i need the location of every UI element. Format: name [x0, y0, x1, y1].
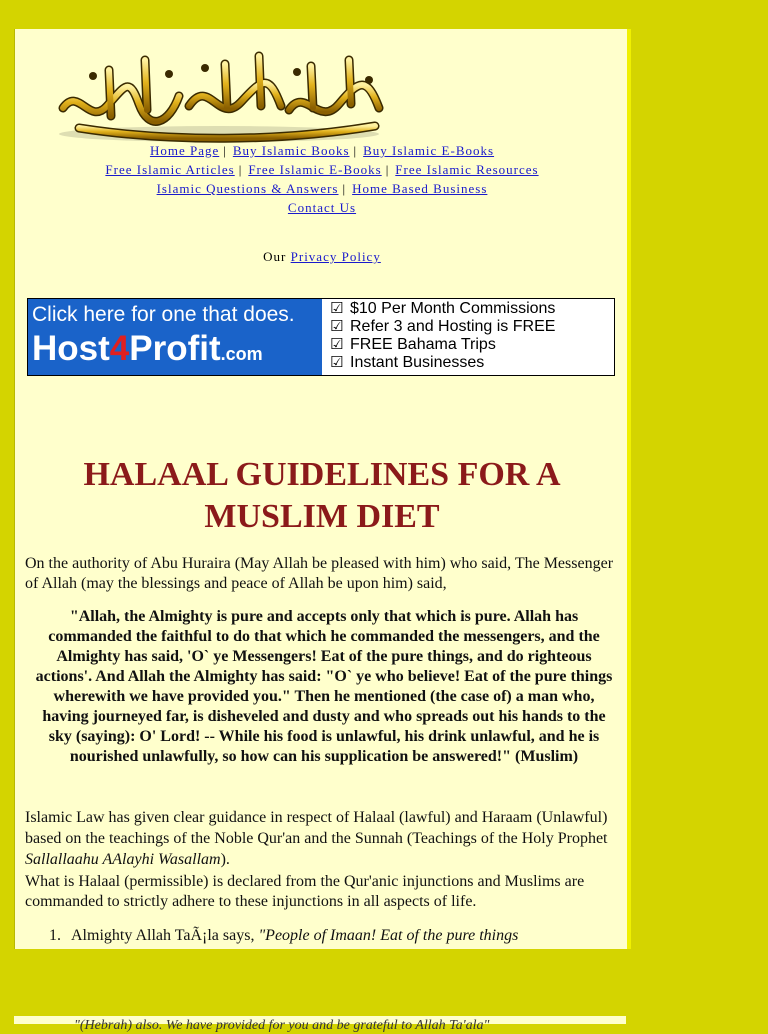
brand-dotcom: .com	[220, 344, 263, 364]
islamic-law-paragraph	[25, 807, 619, 870]
nav-link-buy-books[interactable]: Buy Islamic Books	[232, 143, 350, 158]
list-quote: "People of Imaan! Eat of the pure things	[258, 927, 519, 944]
nav-link-contact[interactable]: Contact Us	[287, 200, 357, 215]
brand-four: 4	[109, 329, 130, 368]
site-navigation	[25, 141, 619, 217]
nav-row-4	[25, 198, 619, 217]
page-title-line-1: HALAAL GUIDELINES FOR A	[83, 456, 561, 493]
nav-separator: |	[238, 162, 243, 177]
privacy-prefix: Our	[263, 249, 287, 264]
banner-feature-list	[328, 300, 612, 372]
page-title-line-2: MUSLIM DIET	[204, 498, 440, 535]
continuation-text: "(Hebrah) also. We have provided for you and be grateful to Allah Ta'ala"	[74, 1018, 490, 1033]
nav-link-home[interactable]: Home Page	[149, 143, 220, 158]
host4profit-banner-ad[interactable]	[27, 298, 615, 376]
nav-separator: |	[342, 181, 347, 196]
nav-link-free-resources[interactable]: Free Islamic Resources	[395, 162, 539, 177]
banner-feature-item: ☑ Instant Businesses	[328, 354, 612, 372]
privacy-line	[25, 249, 619, 265]
banner-feature-item: ☑ FREE Bahama Trips	[328, 336, 612, 354]
hadith-quote: "Allah, the Almighty is pure and accepts only that which is pure. Allah has commanded the faithful to do that which he commanded the messengers, and the Almighty has said, 'O` ye Messengers! Eat of the pure things, and do righteous actions'. And Allah the Almighty has said: "O` ye who believe! Eat of the pure things wherewith we have provided you." Then he mentioned (the case of) a man who, having journeyed far, is disheveled and dusty and who spreads out his hands to the sky (saying): O' Lord! -- While his food is unlawful, his drink unlawful, and he is nourished unlawfully, so how can his supplication be answered!" (Muslim)	[35, 608, 613, 765]
nav-link-free-ebooks[interactable]: Free Islamic E-Books	[248, 162, 382, 177]
page-column	[14, 29, 631, 949]
law-end: ).	[220, 851, 230, 868]
nav-separator: |	[385, 162, 390, 177]
page-title	[25, 454, 619, 538]
list-item	[49, 926, 619, 946]
brand-profit: Profit	[129, 329, 221, 368]
law-emphasis: Sallallaahu AAlayhi Wasallam	[25, 851, 221, 868]
list-number: 1.	[49, 927, 61, 944]
list-text: Almighty Allah TaÃ¡la says,	[71, 927, 259, 944]
halaal-paragraph: What is Halaal (permissible) is declared from the Qur'anic injunctions and Muslims are commanded to strictly adhere to these injunctions in all aspects of life.	[25, 873, 585, 910]
law-text: Islamic Law has given clear guidance in respect of Halaal (lawful) and Haraam (Unlawful) based on the teachings of the Noble Qur'an and the Sunnah (Teachings of the Holy Prophet	[25, 809, 608, 847]
page-continuation-strip	[14, 1016, 626, 1033]
nav-link-home-business[interactable]: Home Based Business	[352, 181, 488, 196]
banner-feature-item: ☑ Refer 3 and Hosting is FREE	[328, 318, 612, 336]
banner-click-text: Click here for one that does.	[32, 303, 295, 326]
nav-separator: |	[353, 143, 358, 158]
privacy-policy-link[interactable]: Privacy Policy	[290, 249, 381, 264]
nav-row-1	[25, 141, 619, 160]
nav-link-buy-ebooks[interactable]: Buy Islamic E-Books	[363, 143, 495, 158]
nav-separator: |	[223, 143, 227, 158]
nav-link-free-articles[interactable]: Free Islamic Articles	[105, 162, 235, 177]
site-logo[interactable]	[49, 46, 389, 146]
brand-host: Host	[32, 329, 110, 368]
intro-paragraph: On the authority of Abu Huraira (May Allah be pleased with him) who said, The Messenger of Allah (may the blessings and peace of Allah be upon him) said,	[25, 555, 614, 592]
banner-brand	[32, 329, 263, 369]
nav-row-3	[25, 179, 619, 198]
nav-row-2	[25, 160, 619, 179]
banner-feature-item: ☑ $10 Per Month Commissions	[328, 300, 612, 318]
nav-link-questions-answers[interactable]: Islamic Questions & Answers	[156, 181, 339, 196]
banner-brand-panel	[28, 299, 322, 375]
